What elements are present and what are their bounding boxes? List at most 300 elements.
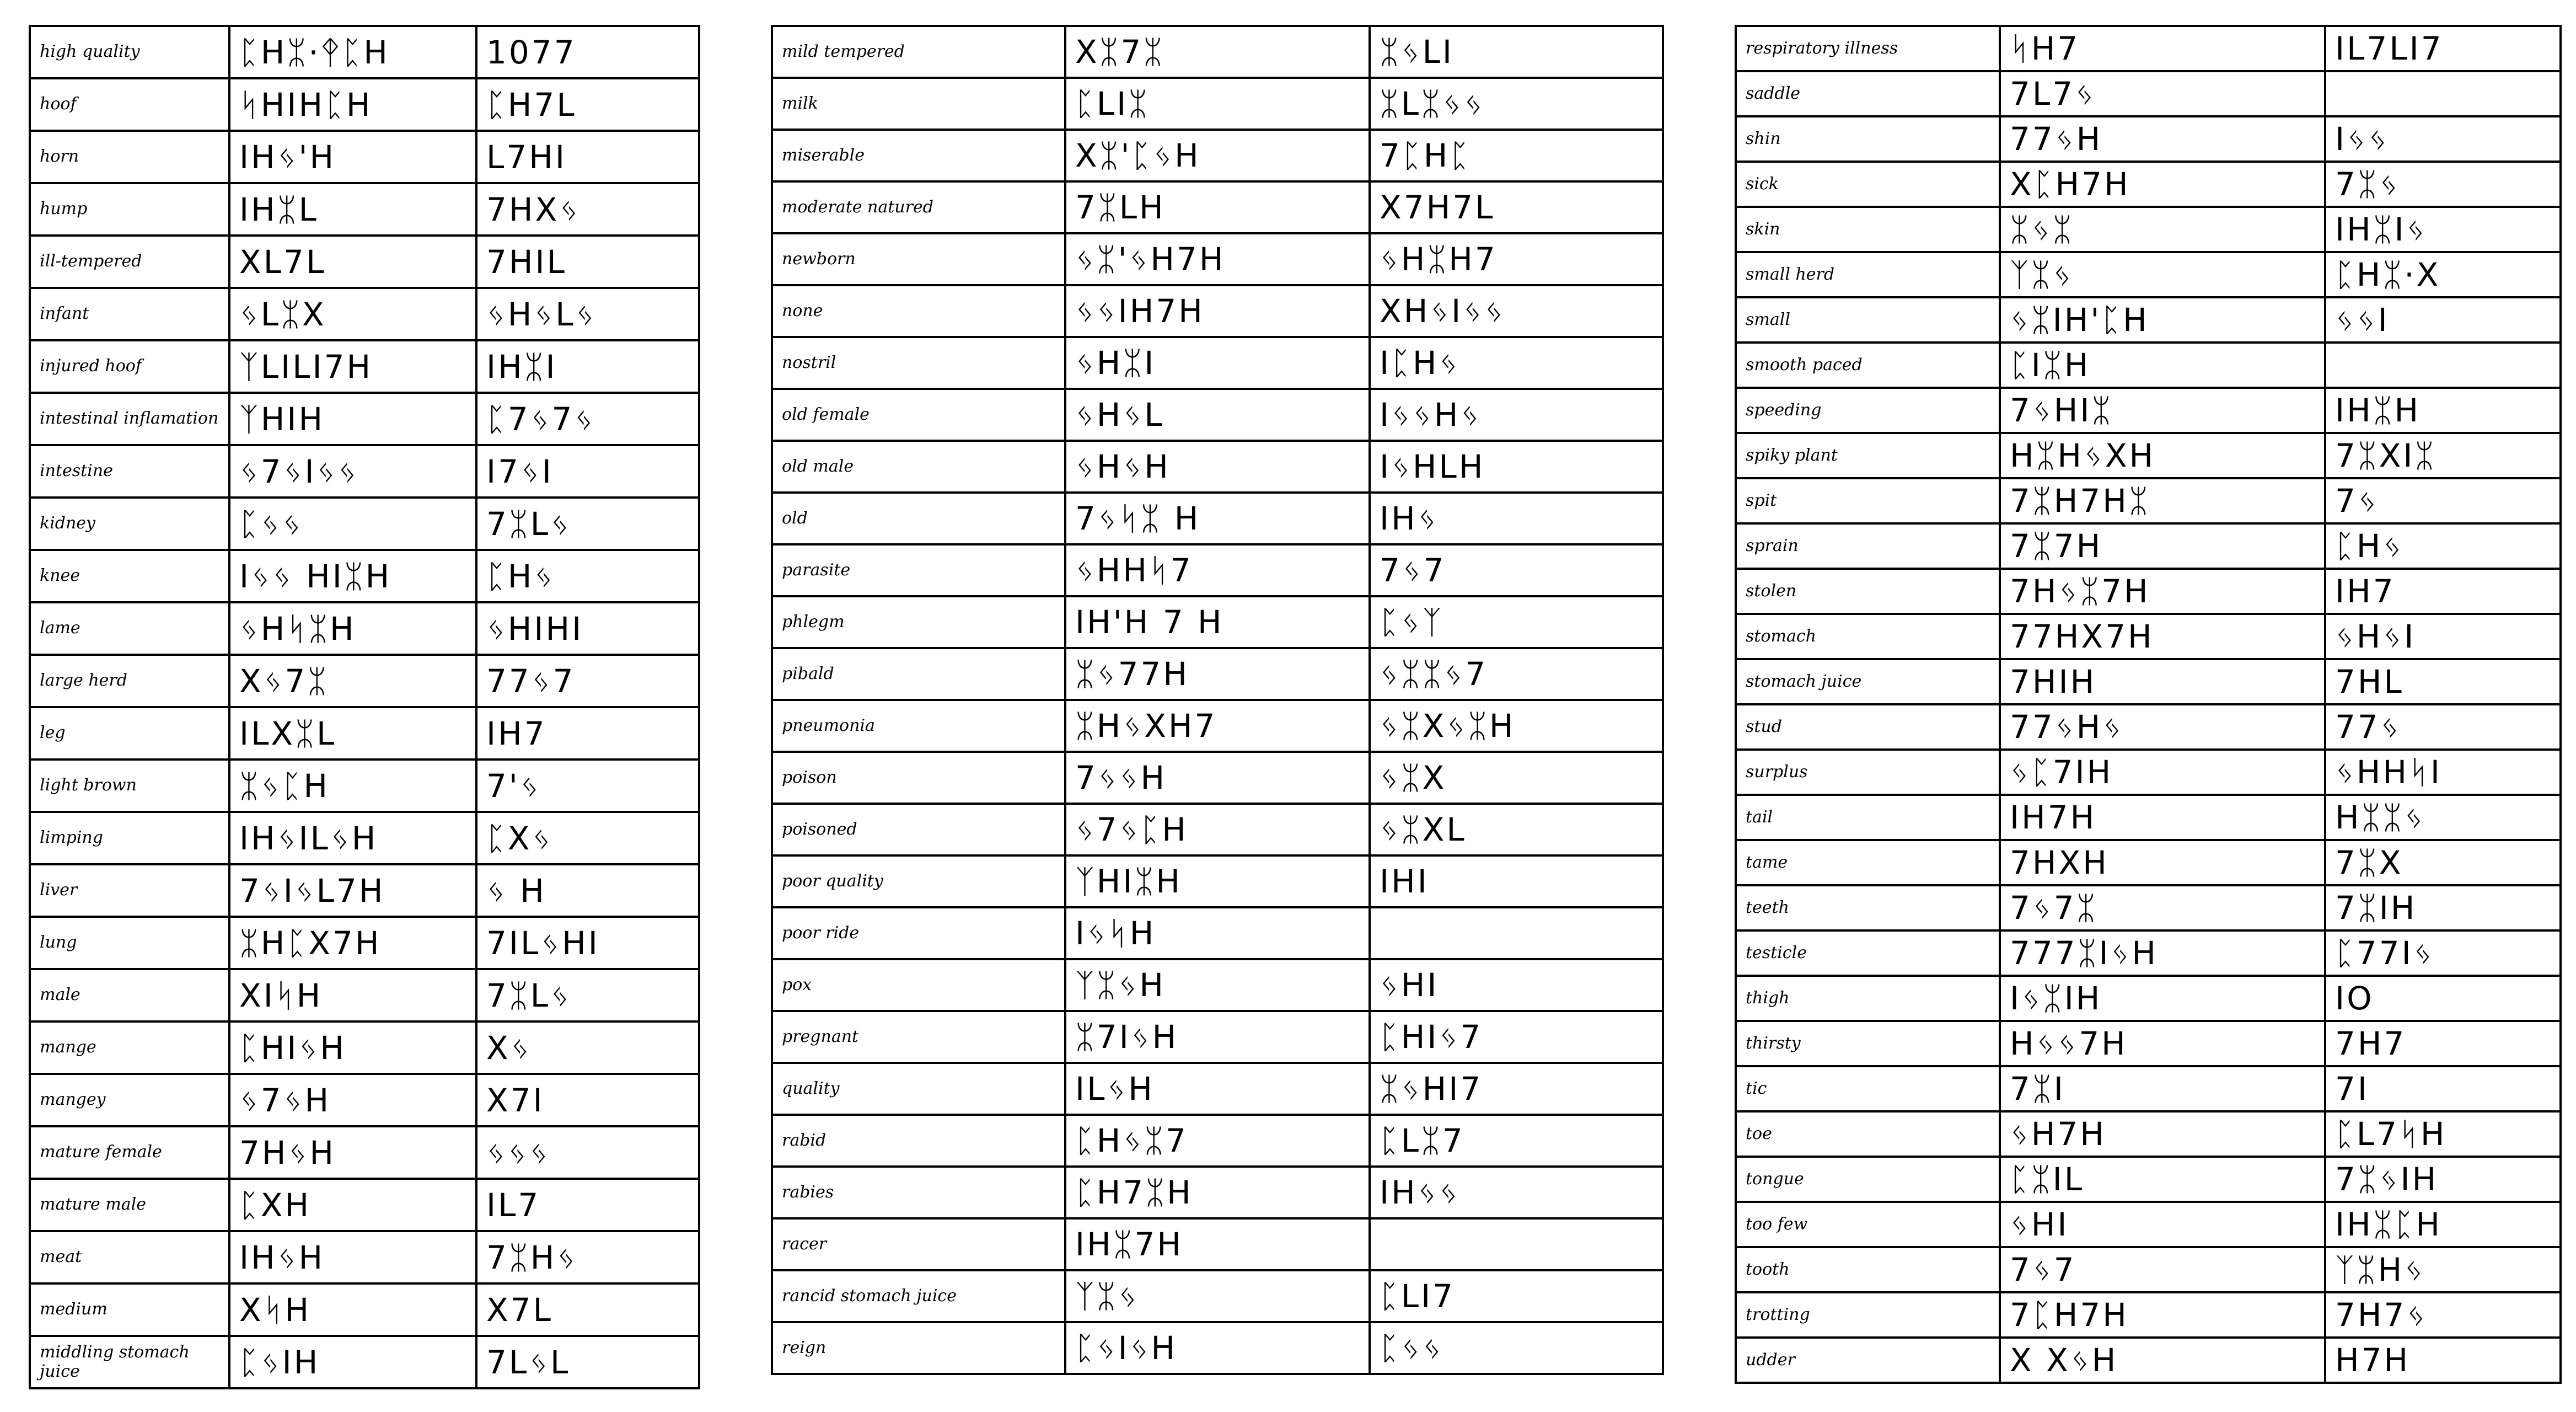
english-word: sprain <box>1746 536 1799 555</box>
script-form-a: ᛯHᛈX7H <box>228 918 475 968</box>
script-form-b: 1077 <box>475 27 698 77</box>
script-form-b <box>2324 344 2559 387</box>
script-form-b <box>1368 908 1662 958</box>
script-form-b: ᛈL7ᛋH <box>2324 1113 2559 1156</box>
script-form-b: 7HIL <box>475 237 698 287</box>
script-form-b: ᛯᛃHI7 <box>1368 1064 1662 1114</box>
english-word: respiratory illness <box>1746 38 1898 58</box>
glossary-row <box>29 761 700 813</box>
english-word: small herd <box>1746 264 1835 284</box>
script-form-b: IHᛯᛈH <box>2324 1203 2559 1246</box>
script-form-a: 7ᛃ7 <box>1999 1248 2324 1291</box>
script-form-a: ᛈIᛯH <box>1999 344 2324 387</box>
english-word: racer <box>782 1234 827 1254</box>
glossary-row <box>1735 751 2562 796</box>
english-word: stomach juice <box>1746 671 1862 691</box>
script-form-a: 77ᛃHᛃ <box>1999 705 2324 748</box>
english-word: mange <box>40 1037 96 1057</box>
english-word: male <box>40 985 80 1005</box>
glossary-row <box>771 1064 1664 1116</box>
english-word: saddle <box>1746 83 1801 103</box>
glossary-row <box>1735 298 2562 344</box>
glossary-row <box>771 442 1664 494</box>
english-word: intestine <box>40 461 113 481</box>
script-form-b: IHᛯI <box>475 341 698 392</box>
english-word: rabid <box>782 1130 827 1150</box>
script-form-b: ᛈ7ᛃ7ᛃ <box>475 394 698 444</box>
script-form-b: H7H <box>2324 1339 2559 1382</box>
script-form-a: ᛃHI <box>1999 1203 2324 1246</box>
glossary-row <box>1735 253 2562 298</box>
script-form-b: 7'ᛃ <box>475 761 698 811</box>
script-form-a: Xᛯ7ᛯ <box>1064 27 1368 77</box>
script-form-a: IHᛃILᛃH <box>228 813 475 863</box>
script-form-b: 7ᛯLᛃ <box>475 499 698 549</box>
script-form-a: 7ᛃIᛃL7H <box>228 865 475 916</box>
script-form-b: ᛈHᛃ <box>2324 525 2559 568</box>
english-word: old <box>782 508 808 528</box>
english-word: pibald <box>782 664 834 683</box>
english-word: phlegm <box>782 612 845 632</box>
script-form-a: Xᛯ'ᛈᛃH <box>1064 131 1368 180</box>
script-form-a: ᛉᛯᛃ <box>1064 1271 1368 1321</box>
glossary-row <box>29 289 700 341</box>
english-word: poor ride <box>782 923 860 943</box>
script-form-b: ᛃᛯXᛃᛯH <box>1368 701 1662 751</box>
glossary-row <box>29 1285 700 1337</box>
glossary-row <box>29 865 700 918</box>
script-form-a: 77ᛃH <box>1999 117 2324 161</box>
script-form-a: ᛈᛃIᛃH <box>1064 1323 1368 1373</box>
script-form-a: 7ᛯI <box>1999 1067 2324 1110</box>
glossary-row <box>29 1023 700 1075</box>
glossary-row <box>771 183 1664 234</box>
english-word: mangey <box>40 1090 106 1110</box>
glossary-row <box>771 908 1664 960</box>
script-form-b: IᛃᛃHᛃ <box>1368 390 1662 440</box>
glossary-row <box>29 970 700 1023</box>
script-form-b: 7ᛈHᛈ <box>1368 131 1662 180</box>
script-form-a: ᛉᛯᛃ <box>1999 253 2324 296</box>
english-word: shin <box>1746 129 1781 148</box>
glossary-row <box>29 1337 700 1389</box>
glossary-row <box>1735 479 2562 525</box>
english-word: lung <box>40 933 77 953</box>
english-word: newborn <box>782 249 856 269</box>
script-form-a: IHᛯ7H <box>1064 1220 1368 1269</box>
glossary-row <box>771 805 1664 857</box>
glossary-row <box>29 132 700 184</box>
script-form-b: ᛯLᛯᛃᛃ <box>1368 79 1662 129</box>
glossary-row <box>29 341 700 394</box>
glossary-row <box>1735 570 2562 615</box>
english-word: mature male <box>40 1195 147 1215</box>
script-form-a: ᛋHIHᛈH <box>228 79 475 130</box>
script-form-a: ILᛃH <box>1064 1064 1368 1114</box>
english-word: tongue <box>1746 1169 1804 1189</box>
english-word: pneumonia <box>782 715 875 735</box>
script-form-b: ᛃᛯX <box>1368 753 1662 803</box>
english-word: too few <box>1746 1214 1808 1234</box>
english-word: smooth paced <box>1746 355 1863 375</box>
script-form-b: IH7 <box>475 708 698 758</box>
script-form-a: 7ᛯLH <box>1064 183 1368 232</box>
script-form-a: 7ᛃᛋᛯ H <box>1064 494 1368 543</box>
glossary-row <box>771 1168 1664 1220</box>
script-form-b: ᛈᛃᛃ <box>1368 1323 1662 1373</box>
script-form-a: Hᛃᛃ7H <box>1999 1022 2324 1065</box>
english-word: thigh <box>1746 988 1790 1008</box>
script-form-a: 7HIH <box>1999 660 2324 703</box>
glossary-row <box>771 79 1664 131</box>
script-form-a: IH7H <box>1999 796 2324 839</box>
english-word: mature female <box>40 1142 162 1162</box>
english-word: parasite <box>782 560 851 580</box>
english-word: lame <box>40 618 80 638</box>
glossary-row <box>29 237 700 289</box>
script-form-a: ᛯ7IᛃH <box>1064 1012 1368 1062</box>
script-form-a: ᛉHIH <box>228 394 475 444</box>
script-form-b: 7ᛯHᛃ <box>475 1232 698 1282</box>
script-form-a: 7ᛃ7ᛯ <box>1999 886 2324 929</box>
script-form-b: ᛃᛃᛃ <box>475 1127 698 1178</box>
script-form-b: XHᛃIᛃᛃ <box>1368 286 1662 336</box>
script-form-a: 7HᛃH <box>228 1127 475 1178</box>
english-word: leg <box>40 723 66 743</box>
english-word: tic <box>1746 1078 1767 1098</box>
english-word: limping <box>40 828 103 848</box>
script-form-b: ᛈHIᛃ7 <box>1368 1012 1662 1062</box>
script-form-b: IHᛃᛃ <box>1368 1168 1662 1217</box>
english-word: testicle <box>1746 943 1807 962</box>
script-form-a: ᛃHᛯI <box>1064 338 1368 388</box>
script-form-b: IᛈHᛃ <box>1368 338 1662 388</box>
script-form-b: I7ᛃI <box>475 446 698 496</box>
script-form-a: XIᛋH <box>228 970 475 1020</box>
glossary-row <box>29 918 700 970</box>
script-form-b: 7ᛯXIᛯ <box>2324 434 2559 477</box>
script-form-b: ᛃHHᛋI <box>2324 751 2559 794</box>
english-word: high quality <box>40 42 140 62</box>
script-form-b: ᛈHᛯ·X <box>2324 253 2559 296</box>
english-word: medium <box>40 1299 108 1319</box>
glossary-column-middle <box>771 25 1664 1375</box>
english-word: tooth <box>1746 1259 1790 1279</box>
script-form-b: Iᛃᛃ <box>2324 117 2559 161</box>
glossary-row <box>771 597 1664 649</box>
english-word: infant <box>40 304 89 324</box>
script-form-a: 7L7ᛃ <box>1999 72 2324 115</box>
english-word: stolen <box>1746 581 1797 601</box>
english-word: knee <box>40 566 80 586</box>
glossary-row <box>771 494 1664 545</box>
glossary-row <box>1735 1158 2562 1203</box>
glossary-row <box>1735 1203 2562 1248</box>
script-form-a: Xᛃ7ᛯ <box>228 656 475 706</box>
english-word: mild tempered <box>782 41 905 61</box>
script-form-a: ᛈᛃᛃ <box>228 499 475 549</box>
script-form-b: IHᛯH <box>2324 389 2559 432</box>
english-word: skin <box>1746 219 1780 239</box>
english-word: intestinal inflamation <box>40 409 219 429</box>
english-word: hoof <box>40 94 77 114</box>
english-word: small <box>1746 309 1790 329</box>
script-form-a: ᛃLᛯX <box>228 289 475 339</box>
script-form-a: ᛉHIᛯH <box>1064 857 1368 906</box>
english-word: stud <box>1746 716 1782 736</box>
english-word: poison <box>782 767 837 787</box>
glossary-row <box>771 338 1664 390</box>
script-form-a: 7ᛯ7H <box>1999 525 2324 568</box>
script-form-a: ᛃ7ᛃIᛃᛃ <box>228 446 475 496</box>
english-word: pox <box>782 975 812 994</box>
glossary-row <box>771 131 1664 183</box>
script-form-a: XL7L <box>228 237 475 287</box>
glossary-row <box>771 857 1664 908</box>
script-form-a: ᛃHᛃL <box>1064 390 1368 440</box>
script-form-b <box>1368 1220 1662 1269</box>
glossary-row <box>771 286 1664 338</box>
english-word: meat <box>40 1247 82 1267</box>
english-word: ill-tempered <box>40 252 142 271</box>
english-word: moderate natured <box>782 197 933 217</box>
glossary-row <box>1735 932 2562 977</box>
english-word: rancid stomach juice <box>782 1286 957 1306</box>
script-form-a: 7ᛯH7Hᛯ <box>1999 479 2324 522</box>
script-form-b: IL7 <box>475 1180 698 1230</box>
script-form-a: ᛉLILI7H <box>228 341 475 392</box>
script-form-a: ᛈHIᛃH <box>228 1023 475 1073</box>
glossary-row <box>29 603 700 656</box>
script-form-b: ᛃHᛃLᛃ <box>475 289 698 339</box>
script-form-b: ᛯᛃLI <box>1368 27 1662 77</box>
script-form-b: 7ᛯLᛃ <box>475 970 698 1020</box>
english-word: none <box>782 301 823 320</box>
glossary-row <box>1735 1293 2562 1339</box>
script-form-b: 7HXᛃ <box>475 184 698 234</box>
script-form-b: IHᛯIᛃ <box>2324 208 2559 251</box>
glossary-row <box>1735 1067 2562 1113</box>
script-form-b: ᛃᛯXL <box>1368 805 1662 854</box>
script-form-b: X7L <box>475 1285 698 1335</box>
glossary-row <box>29 446 700 499</box>
english-word: middling stomach juice <box>40 1343 190 1381</box>
script-form-b: 7H7ᛃ <box>2324 1293 2559 1336</box>
script-form-a: ᛋH7 <box>1999 27 2324 70</box>
glossary-row <box>771 390 1664 442</box>
script-form-a: 7ᛃᛃH <box>1064 753 1368 803</box>
script-form-a: ᛃ7ᛃᛈH <box>1064 805 1368 854</box>
glossary-row <box>29 1232 700 1285</box>
glossary-row <box>1735 389 2562 434</box>
english-word: surplus <box>1746 762 1808 782</box>
english-word: poisoned <box>782 819 857 839</box>
script-form-b: 7ILᛃHI <box>475 918 698 968</box>
english-word: rabies <box>782 1182 834 1202</box>
english-word: horn <box>40 147 79 167</box>
script-form-a: ᛯᛃ77H <box>1064 649 1368 699</box>
script-form-a: ᛈᛯIL <box>1999 1158 2324 1201</box>
glossary-row <box>771 753 1664 805</box>
english-word: spiky plant <box>1746 445 1838 465</box>
script-form-a: ᛉᛯᛃH <box>1064 960 1368 1010</box>
script-form-b: IL7LI7 <box>2324 27 2559 70</box>
script-form-a: ᛯᛃᛈH <box>228 761 475 811</box>
glossary-row <box>29 551 700 603</box>
script-form-a: X XᛃH <box>1999 1339 2324 1382</box>
script-form-b: ᛃᛯᛯᛃ7 <box>1368 649 1662 699</box>
glossary-row <box>771 545 1664 597</box>
script-form-a: ᛈᛃIH <box>228 1337 475 1387</box>
script-form-b: 7ᛯᛃIH <box>2324 1158 2559 1201</box>
script-form-b: Xᛃ <box>475 1023 698 1073</box>
script-form-a: IHᛃ'H <box>228 132 475 182</box>
script-form-b: ᛈHᛃ <box>475 551 698 601</box>
script-form-a: ᛯHᛃXH7 <box>1064 701 1368 751</box>
glossary-row <box>29 27 700 79</box>
script-form-a: ᛃᛈ7IH <box>1999 751 2324 794</box>
script-form-a: Iᛃᛃ HIᛯH <box>228 551 475 601</box>
glossary-row <box>29 708 700 761</box>
glossary-row <box>771 27 1664 79</box>
glossary-row <box>1735 977 2562 1022</box>
script-form-b: ᛈH7ᒪ <box>475 79 698 130</box>
english-word: pregnant <box>782 1026 859 1046</box>
script-form-b: ᛈ77Iᛃ <box>2324 932 2559 975</box>
glossary-row <box>29 499 700 551</box>
english-word: quality <box>782 1078 840 1098</box>
english-word: nostril <box>782 352 836 372</box>
english-word: speeding <box>1746 400 1822 420</box>
glossary-row <box>29 79 700 132</box>
script-form-b: 7I <box>2324 1067 2559 1110</box>
script-form-a: ᛃHᛃH <box>1064 442 1368 491</box>
script-form-a: ᛈHᛃᛯ7 <box>1064 1116 1368 1165</box>
script-form-b: ᛃᛃI <box>2324 298 2559 341</box>
glossary-row <box>1735 525 2562 570</box>
glossary-row <box>29 184 700 237</box>
script-form-a: XᛈH7H <box>1999 163 2324 206</box>
script-form-b: IHᛃ <box>1368 494 1662 543</box>
script-form-b: X7H7L <box>1368 183 1662 232</box>
english-word: light brown <box>40 775 137 795</box>
english-word: udder <box>1746 1350 1795 1370</box>
script-form-b: 7HL <box>2324 660 2559 703</box>
script-form-a: 7ᛃHIᛯ <box>1999 389 2324 432</box>
glossary-row <box>1735 705 2562 751</box>
glossary-row <box>1735 1113 2562 1158</box>
glossary-row <box>1735 117 2562 163</box>
script-form-b: ᛃHᛃI <box>2324 615 2559 658</box>
english-word: sick <box>1746 174 1779 194</box>
script-form-a: ᛈHᛯ·ᛳᛈH <box>228 27 475 77</box>
script-form-b: ᛈLᛯ7 <box>1368 1116 1662 1165</box>
script-form-a: IHᛃH <box>228 1232 475 1282</box>
glossary-row <box>1735 796 2562 841</box>
english-word: old male <box>782 456 854 476</box>
script-form-b: 7ᛃ <box>2324 479 2559 522</box>
glossary-row <box>29 813 700 865</box>
glossary-row <box>771 1220 1664 1271</box>
script-form-a: IH'H 7 H <box>1064 597 1368 647</box>
glossary-row <box>1735 660 2562 705</box>
script-form-b: 7ᛯᛃ <box>2324 163 2559 206</box>
english-word: thirsty <box>1746 1033 1801 1053</box>
glossary-row <box>29 1075 700 1127</box>
glossary-column-left <box>29 25 700 1389</box>
script-form-b: ᛃHᛯH7 <box>1368 234 1662 284</box>
glossary-row <box>771 234 1664 286</box>
english-word: poor quality <box>782 871 883 891</box>
glossary-row <box>29 394 700 446</box>
script-form-b: Hᛯᛯᛃ <box>2324 796 2559 839</box>
glossary-row <box>771 1116 1664 1168</box>
glossary-row <box>1735 1022 2562 1067</box>
script-form-b: 77ᛃ <box>2324 705 2559 748</box>
english-word: trotting <box>1746 1304 1810 1324</box>
script-form-a: ᛃHᛋᛯH <box>228 603 475 654</box>
english-word: kidney <box>40 514 96 533</box>
script-form-a: ᛃᛯ'ᛃH7H <box>1064 234 1368 284</box>
glossary-row <box>771 960 1664 1012</box>
script-form-b: ᛈXᛃ <box>475 813 698 863</box>
glossary-row <box>1735 1248 2562 1293</box>
glossary-row <box>771 1012 1664 1064</box>
english-word: large herd <box>40 671 127 691</box>
script-form-b: ᛉᛯHᛃ <box>2324 1248 2559 1291</box>
script-form-b: ᛃ H <box>475 865 698 916</box>
glossary-row <box>1735 344 2562 389</box>
glossary-row <box>771 649 1664 701</box>
script-form-a: ᛃ7ᛃH <box>228 1075 475 1125</box>
script-form-b: 7ᛯIH <box>2324 886 2559 929</box>
script-form-a: 7HXH <box>1999 841 2324 884</box>
english-word: old female <box>782 404 870 424</box>
script-form-a: IᛃᛋH <box>1064 908 1368 958</box>
script-form-a: ᛈXH <box>228 1180 475 1230</box>
english-word: tame <box>1746 852 1788 872</box>
english-word: stomach <box>1746 626 1816 646</box>
glossary-row <box>29 1180 700 1232</box>
english-word: miserable <box>782 145 865 165</box>
script-form-b: L7HI <box>475 132 698 182</box>
script-form-a: IHᛯL <box>228 184 475 234</box>
script-form-b: X7I <box>475 1075 698 1125</box>
glossary-row <box>771 701 1664 753</box>
script-form-a: ᛯᛃᛯ <box>1999 208 2324 251</box>
script-form-b: ᛃHIHI <box>475 603 698 654</box>
glossary-row <box>1735 1339 2562 1384</box>
script-form-b: ᛃHI <box>1368 960 1662 1010</box>
script-form-a: ᛈH7ᛯH <box>1064 1168 1368 1217</box>
english-word: milk <box>782 93 818 113</box>
script-form-a: 7Hᛃᛯ7H <box>1999 570 2324 613</box>
script-form-a: ᛃᛯIH'ᛈH <box>1999 298 2324 341</box>
english-word: tail <box>1746 807 1773 827</box>
glossary-row <box>1735 27 2562 72</box>
english-word: toe <box>1746 1124 1772 1143</box>
english-word: teeth <box>1746 897 1789 917</box>
glossary-row <box>1735 886 2562 932</box>
glossary-row <box>1735 841 2562 886</box>
script-form-b: IH7 <box>2324 570 2559 613</box>
english-word: spit <box>1746 490 1777 510</box>
english-word: injured hoof <box>40 356 142 376</box>
script-form-a: ILXᛯL <box>228 708 475 758</box>
script-form-b: 7H7 <box>2324 1022 2559 1065</box>
script-form-a: ᛃHHᛋ7 <box>1064 545 1368 595</box>
script-form-b: IᛃHLH <box>1368 442 1662 491</box>
